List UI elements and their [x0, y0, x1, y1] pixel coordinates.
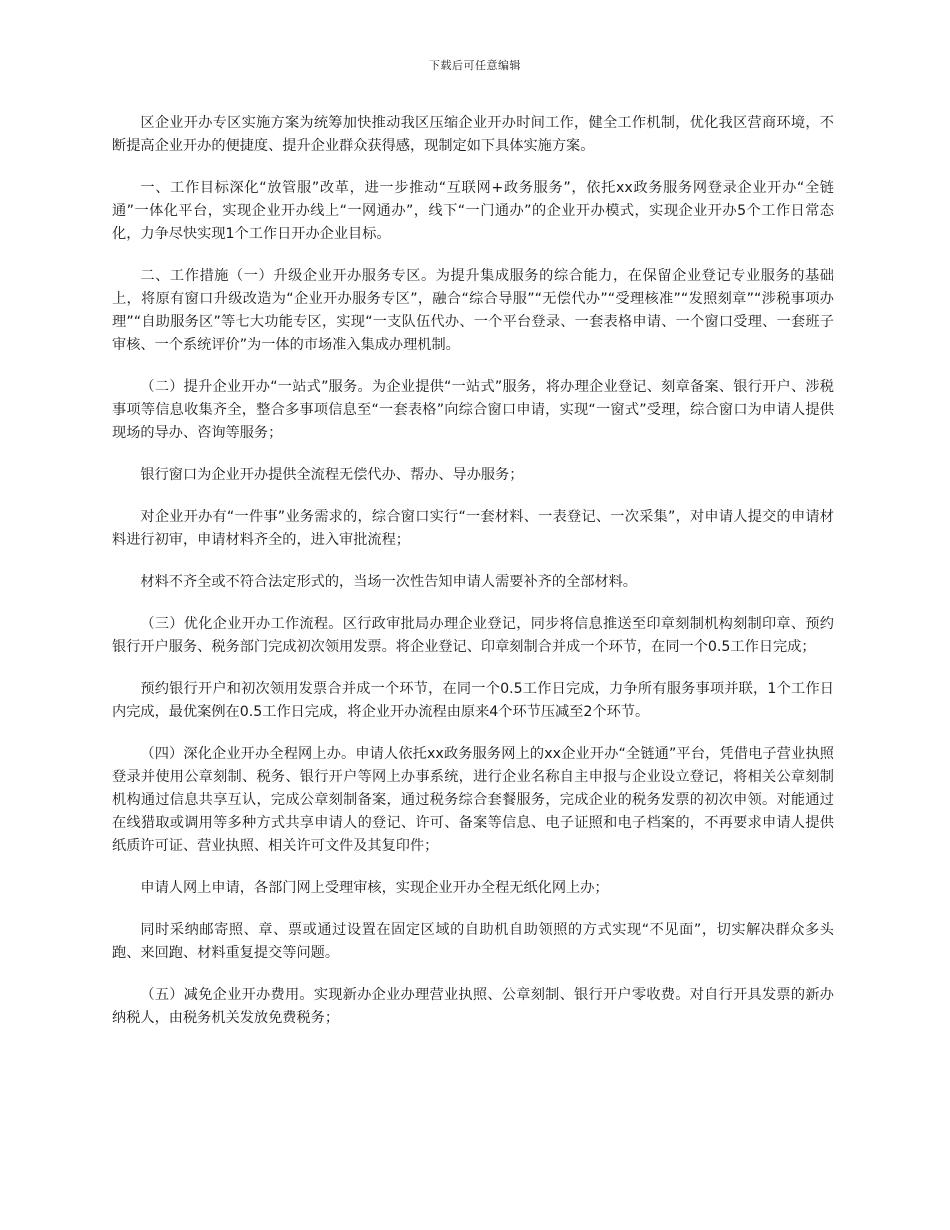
paragraph-measure-3: （三）优化企业开办工作流程。区行政审批局办理企业登记，同步将信息推送至印章刻制机构刻制印章、预约银行开户服务、税务部门完成初次领用发票。将企业登记、印章刻制合并成一个环节，在同一个0.5工作日完成； — [112, 616, 834, 655]
page-header: 下载后可任意编辑 — [429, 59, 521, 72]
paragraph-measure-2: （二）提升企业开办“一站式”服务。为企业提供“一站式”服务，将办理企业登记、刻章备案、银行开户、涉税事项等信息收集齐全，整合多事项信息至“一套表格”向综合窗口申请，实现“一窗式”受理，综合窗口为申请人提供现场的导办、咨询等服务； — [112, 379, 834, 441]
paragraph-one-thing: 对企业开办有“一件事”业务需求的，综合窗口实行“一套材料、一表登记、一次采集”，对申请人提交的申请材料进行初审，申请材料齐全的，进入审批流程； — [112, 509, 834, 548]
paragraph-bank-invoice: 预约银行开户和初次领用发票合并成一个环节，在同一个0.5工作日完成，力争所有服务事项并联，1个工作日内完成，最优案例在0.5工作日完成，将企业开办流程由原来4个环节压减至2个环节。 — [112, 681, 834, 720]
paragraph-intro: 区企业开办专区实施方案为统筹加快推动我区压缩企业开办时间工作，健全工作机制，优化我区营商环境，不断提高企业开办的便捷度、提升企业群众获得感，现制定如下具体实施方案。 — [112, 115, 834, 154]
paragraph-measure-5: （五）减免企业开办费用。实现新办企业办理营业执照、公章刻制、银行开户零收费。对自行开具发票的新办纳税人，由税务机关发放免费税务； — [112, 987, 834, 1026]
paragraph-measure-1: 二、工作措施（一）升级企业开办服务专区。为提升集成服务的综合能力，在保留企业登记专业服务的基础上，将原有窗口升级改造为“企业开办服务专区”，融合“综合导服”“无偿代办”“受理核准”“发照刻章”“涉税事项办理”“自助服务区”等七大功能专区，实现“一支队伍代办、一个平台登录、一套表格申请、一个窗口受理、一套班子审核、一个系统评价”为一体的市场准入集成办理机制。 — [112, 268, 834, 353]
paragraph-bank-window: 银行窗口为企业开办提供全流程无偿代办、帮办、导办服务； — [140, 467, 524, 483]
paragraph-goal: 一、工作目标深化“放管服”改革，进一步推动“互联网+政务服务”，依托xx政务服务网登录企业开办“全链通”一体化平台，实现企业开办线上“一网通办”，线下“一门通办”的企业开办模式，实现企业开办5个工作日常态化，力争尽快实现1个工作日开办企业目标。 — [112, 180, 834, 242]
paragraph-mail-pickup: 同时采纳邮寄照、章、票或通过设置在固定区域的自助机自助领照的方式实现“不见面”，切实解决群众多头跑、来回跑、材料重复提交等问题。 — [112, 922, 834, 961]
paragraph-incomplete-materials: 材料不齐全或不符合法定形式的，当场一次性告知申请人需要补齐的全部材料。 — [140, 574, 637, 590]
document-body — [112, 112, 834, 1049]
paragraph-online-apply: 申请人网上申请，各部门网上受理审核，实现企业开办全程无纸化网上办； — [140, 880, 609, 896]
paragraph-measure-4: （四）深化企业开办全程网上办。申请人依托xx政务服务网上的xx企业开办“全链通”平台，凭借电子营业执照登录并使用公章刻制、税务、银行开户等网上办事系统，进行企业名称自主申报与企业设立登记，将相关公章刻制机构通过信息共享互认，完成公章刻制备案，通过税务综合套餐服务，完成企业的税务发票的初次申领。对能通过在线猎取或调用等多种方式共享申请人的登记、许可、备案等信息、电子证照和电子档案的，不再要求申请人提供纸质许可证、营业执照、相关许可文件及其复印件； — [112, 746, 834, 854]
